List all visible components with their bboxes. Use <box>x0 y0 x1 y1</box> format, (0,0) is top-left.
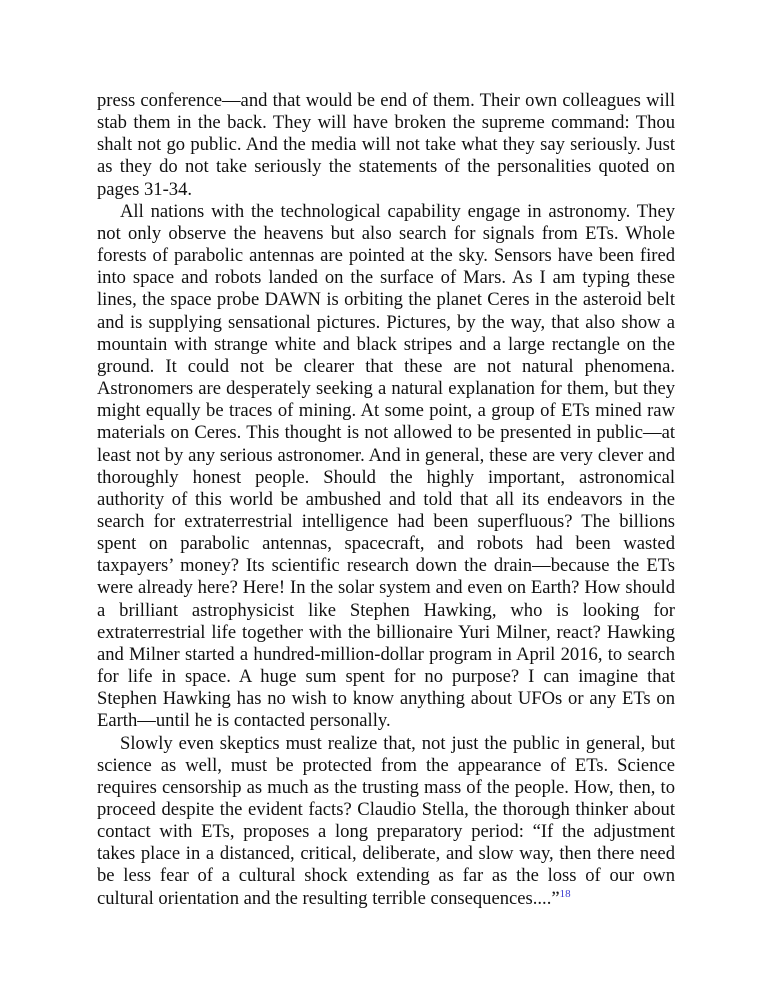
paragraph-text: All nations with the technological capability engage in astronomy. They not only observe the heavens but also search for signals from ETs. Whole forests of parabolic antennas are pointed at the sky. Sensors have been fired into space and robots landed on the surface of Mars. As I am typing these lines, the space probe DAWN is orbiting the planet Ceres in the asteroid belt and is supplying sensational pictures. Pictures, by the way, that also show a mountain with strange white and black stripes and a large rectangle on the ground. It could not be clearer that these are not natural phenomena. Astronomers are desperately seeking a natural explanation for them, but they might equally be traces of mining. At some point, a group of ETs mined raw materials on Ceres. This thought is not allowed to be presented in public—at least not by any serious astronomer. And in general, these are very clever and thoroughly honest people. Should the highly important, astronomical authority of this world be ambushed and told that all its endeavors in the search for extraterrestrial intelligence had been superfluous? The billions spent on parabolic antennas, spacecraft, and robots had been wasted taxpayers’ money? Its scientific research down the drain—because the ETs were already here? Here! In the solar system and even on Earth? How should a brilliant astrophysicist like Stephen Hawking, who is looking for extraterrestrial life together with the billionaire Yuri Milner, react? Hawking and Milner started a hundred-million-dollar program in April 2016, to search for life in space. A huge sum spent for no purpose? I can imagine that Stephen Hawking has no wish to know anything about UFOs or any ETs on Earth—until he is contacted personally. <box>97 200 675 732</box>
paragraph-text: press conference—and that would be end of them. Their own colleagues will stab them in the back. They will have broken the supreme command: Thou shalt not go public. And the media will not take what they say seriously. Just as they do not take seriously the statements of the personalities quoted on pages 31-34. <box>97 90 675 200</box>
paragraph-skeptics <box>97 733 675 910</box>
footnote-link[interactable]: 18 <box>559 887 571 900</box>
paragraph-continuation <box>97 90 675 201</box>
page-body <box>97 90 675 910</box>
paragraph-astronomy <box>97 201 675 733</box>
paragraph-text: Slowly even skeptics must realize that, not just the public in general, but science as well, must be protected from the appearance of ETs. Science requires censorship as much as the trusting mass of the people. How, then, to proceed despite the evident facts? Claudio Stella, the thorough thinker about contact with ETs, proposes a long preparatory period: “If the adjustment takes place in a distanced, critical, deliberate, and slow way, then there need be less fear of a cultural shock extending as far as the loss of our own cultural orientation and the resulting terrible consequences....” <box>97 732 675 909</box>
